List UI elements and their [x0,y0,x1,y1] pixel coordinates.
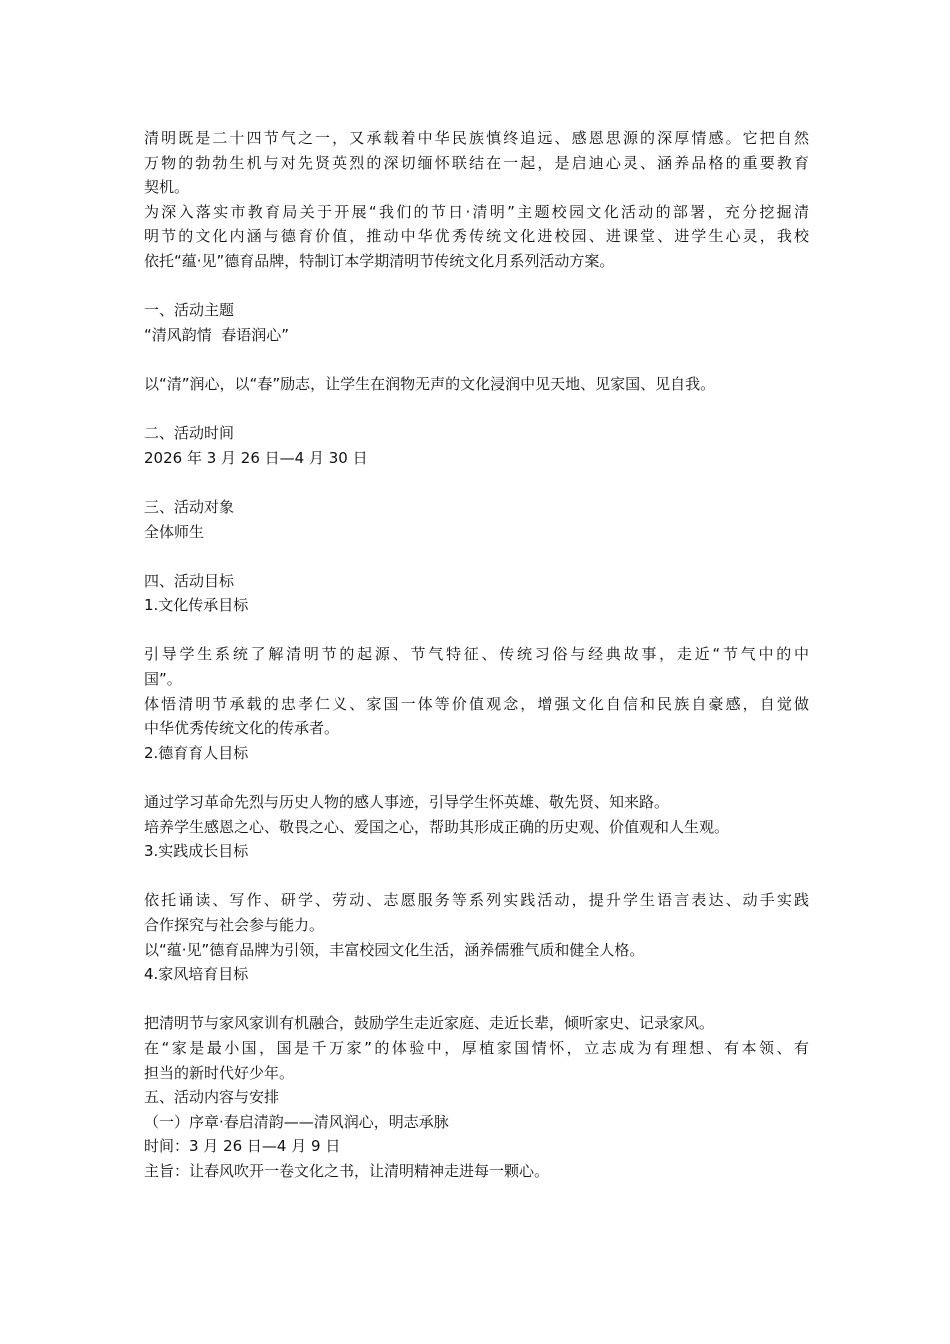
goal-3-title: 3.实践成长目标 [144,842,249,861]
goal-1-line-2: 国”。 [144,670,182,689]
goal-4-line-3: 担当的新时代好少年。 [144,1063,295,1082]
goal-1-line-3: 体悟清明节承载的忠孝仁义、家国一体等价值观念，增强文化自信和民族自豪感，自觉做 [144,694,809,713]
goal-1-line-1: 引导学生系统了解清明节的起源、节气特征、传统习俗与经典故事，走近“节气中的中 [144,645,809,664]
blank-line [144,347,809,372]
blank-line [144,618,809,643]
subsection-1-title: （一）序章·春启清韵——清风润心，明志承脉 [144,1112,449,1131]
goal-4-line-1: 把清明节与家风家训有机融合，鼓励学生走近家庭、走近长辈，倾听家史、记录家风。 [144,1014,715,1033]
intro-paragraph-2-line-1: 为深入落实市教育局关于开展“我们的节日·清明”主题校园文化活动的部署，充分挖掘清 [144,202,809,221]
intro-paragraph-2-line-2: 明节的文化内涵与德育价值，推动中华优秀传统文化进校园、进课堂、进学生心灵，我校 [144,227,809,246]
subsection-1-time: 时间：3 月 26 日—4 月 9 日 [144,1137,341,1156]
goal-3-line-2: 合作探究与社会参与能力。 [144,916,325,934]
blank-line [144,864,809,889]
goal-1-title: 1.文化传承目标 [144,596,249,615]
goal-2-line-1: 通过学习革命先烈与历史人物的感人事迹，引导学生怀英雄、敬先贤、知来路。 [144,793,670,812]
document-body [144,126,809,1184]
blank-line [144,397,809,422]
intro-paragraph-1-line-2: 万物的勃勃生机与对先贤英烈的深切缅怀联结在一起，是启迪心灵、涵养品格的重要教育 [144,153,809,172]
goal-4-line-2: 在“家是最小国，国是千万家”的体验中，厚植家国情怀，立志成为有理想、有本领、有 [144,1038,809,1057]
goal-1-line-4: 中华优秀传统文化的传承者。 [144,719,340,738]
goal-2-line-2: 培养学生感恩之心、敬畏之心、爱国之心，帮助其形成正确的历史观、价值观和人生观。 [144,817,730,836]
blank-line [144,470,809,495]
intro-paragraph-2-line-3: 依托“蕴·见”德育品牌，特制订本学期清明节传统文化月系列活动方案。 [144,251,615,270]
subsection-1-purpose: 主旨：让春风吹开一卷文化之书，让清明精神走进每一颗心。 [144,1161,550,1180]
activity-time: 2026 年 3 月 26 日—4 月 30 日 [144,448,368,467]
blank-line [144,765,809,790]
section-3-heading: 三、活动对象 [144,497,235,516]
blank-line [144,274,809,299]
intro-paragraph-1-line-3: 契机。 [144,178,190,197]
activity-target: 全体师生 [144,522,205,541]
section-2-heading: 二、活动时间 [144,424,235,443]
goal-3-line-3: 以“蕴·见”德育品牌为引领，丰富校园文化生活，涵养儒雅气质和健全人格。 [144,940,645,959]
section-1-heading: 一、活动主题 [144,301,235,320]
blank-line [144,987,809,1012]
goal-2-title: 2.德育育人目标 [144,743,249,762]
section-5-heading: 五、活动内容与安排 [144,1088,280,1107]
section-4-heading: 四、活动目标 [144,571,235,590]
theme-description: 以“清”润心，以“春”励志，让学生在润物无声的文化浸润中见天地、见家国、见自我。 [144,374,716,393]
goal-4-title: 4.家风培育目标 [144,965,249,984]
activity-theme: “清风韵情 春语润心” [144,325,290,344]
goal-3-line-1: 依托诵读、写作、研学、劳动、志愿服务等系列实践活动，提升学生语言表达、动手实践 [144,891,809,910]
intro-paragraph-1-line-1: 清明既是二十四节气之一，又承载着中华民族慎终追远、感恩思源的深厚情感。它把自然 [144,129,809,147]
blank-line [144,544,809,569]
